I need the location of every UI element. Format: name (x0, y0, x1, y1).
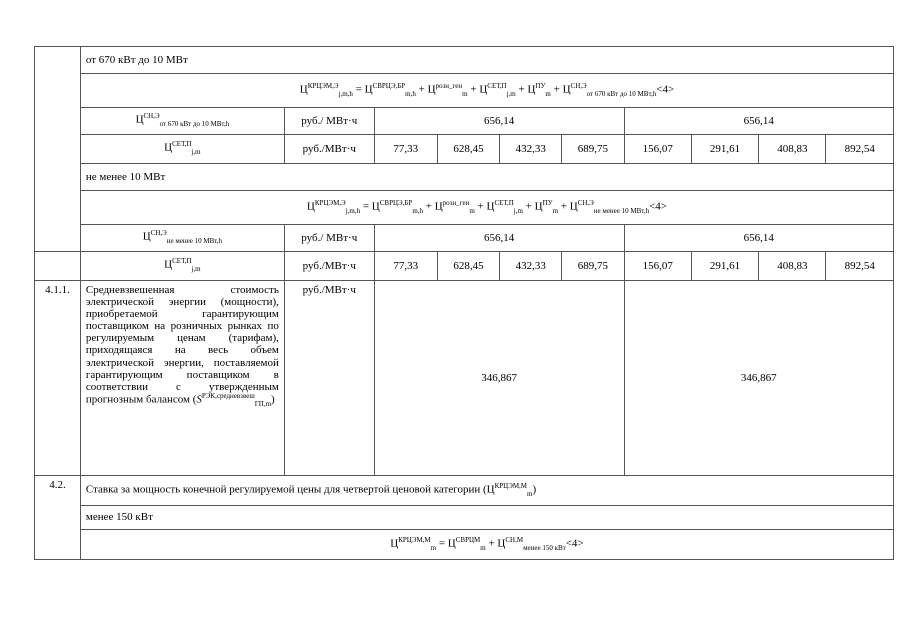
value-cell: 892,54 (826, 135, 894, 164)
unit-cell: руб./ МВт·ч (284, 225, 374, 252)
tariff-table (34, 46, 894, 560)
value-left: 656,14 (374, 108, 624, 135)
number-cell-empty (35, 47, 81, 252)
value-cell: 156,07 (624, 135, 691, 164)
value-cell: 432,33 (500, 252, 562, 281)
formula-price-10mw-plus: $Ц^{КРЦЭМ,Э}_{j,m,h} = Ц^{СВРЦЭ,БР}_{m,h} + Ц^{розн\_ген}_m + Ц^{СЕТ,П}_{j,m} + Ц^{ПУ}_m + Ц^{СН,Э}_{не менее 10 МВт,h}<4>$ (80, 191, 893, 225)
value-cell: 892,54 (826, 252, 894, 281)
unit-cell: руб./МВт·ч (284, 135, 374, 164)
unit-cell: руб./ МВт·ч (284, 108, 374, 135)
item-number-4-1-1: 4.1.1. (35, 281, 81, 476)
unit-cell: руб./МВт·ч (284, 281, 374, 476)
value-cell: 628,45 (437, 135, 499, 164)
value-cell: 291,61 (691, 252, 758, 281)
range-label-10mw-plus: не менее 10 МВт (80, 164, 893, 191)
value-cell: 77,33 (374, 135, 437, 164)
range-label-670kw-10mw: от 670 кВт до 10 МВт (80, 47, 893, 74)
range-label-less-150kw: менее 150 кВт (80, 506, 893, 530)
value-left: 346,867 (374, 281, 624, 476)
value-cell: 689,75 (562, 252, 624, 281)
value-cell: 628,45 (437, 252, 499, 281)
value-right: 656,14 (624, 108, 893, 135)
value-cell: 156,07 (624, 252, 691, 281)
formula-price-670kw-10mw: $Ц^{КРЦЭМ,Э}_{j,m,h} = Ц^{СВРЦЭ,БР}_{m,h} + Ц^{розн\_ген}_m + Ц^{СЕТ,П}_{j,m} + Ц^{ПУ}_m + Ц^{СН,Э}_{от 670 кВт до 10 МВт,h}<4>$ (80, 74, 893, 108)
item-description-4-2: Ставка за мощность конечной регулируемой цены для четвертой ценовой категории $(Ц^{КРЦЭМ,М}_m)$ (80, 476, 893, 506)
value-left: 656,14 (374, 225, 624, 252)
value-cell: 77,33 (374, 252, 437, 281)
number-cell-empty (35, 252, 81, 281)
value-cell: 291,61 (691, 135, 758, 164)
symbol-set-p: $Ц^{СЕТ,П}_{j,m}$ (80, 252, 284, 281)
item-number-4-2: 4.2. (35, 476, 81, 560)
symbol-cn-670kw: $Ц^{СН,Э}_{от 670 кВт до 10 МВт,h}$ (80, 108, 284, 135)
value-cell: 432,33 (500, 135, 562, 164)
value-right: 346,867 (624, 281, 893, 476)
symbol-set-p: $Ц^{СЕТ,П}_{j,m}$ (80, 135, 284, 164)
item-description-4-1-1: Средневзвешенная стоимость электрической энергии (мощности), приобретаемой гарантирующим поставщиком на розничных рынках по регулируемым ценам (тарифам), приходящаяся на весь объем электрической энергии, поставляемой гарантирующим поставщиком в соответствии с утвержденным прогнозным балансом $(S^{РЭК,средневзвеш}_{ГП,m})$ (80, 281, 284, 476)
value-cell: 408,83 (759, 135, 826, 164)
unit-cell: руб./МВт·ч (284, 252, 374, 281)
value-right: 656,14 (624, 225, 893, 252)
formula-capacity-less-150kw: $Ц^{КРЦЭМ,М}_m = Ц^{СВРЦМ}_m + Ц^{СН,М}_{менее 150 кВт}<4>$ (80, 530, 893, 560)
value-cell: 408,83 (759, 252, 826, 281)
symbol-cn-10mw: $Ц^{СН,Э}_{не менее 10 МВт,h}$ (80, 225, 284, 252)
value-cell: 689,75 (562, 135, 624, 164)
